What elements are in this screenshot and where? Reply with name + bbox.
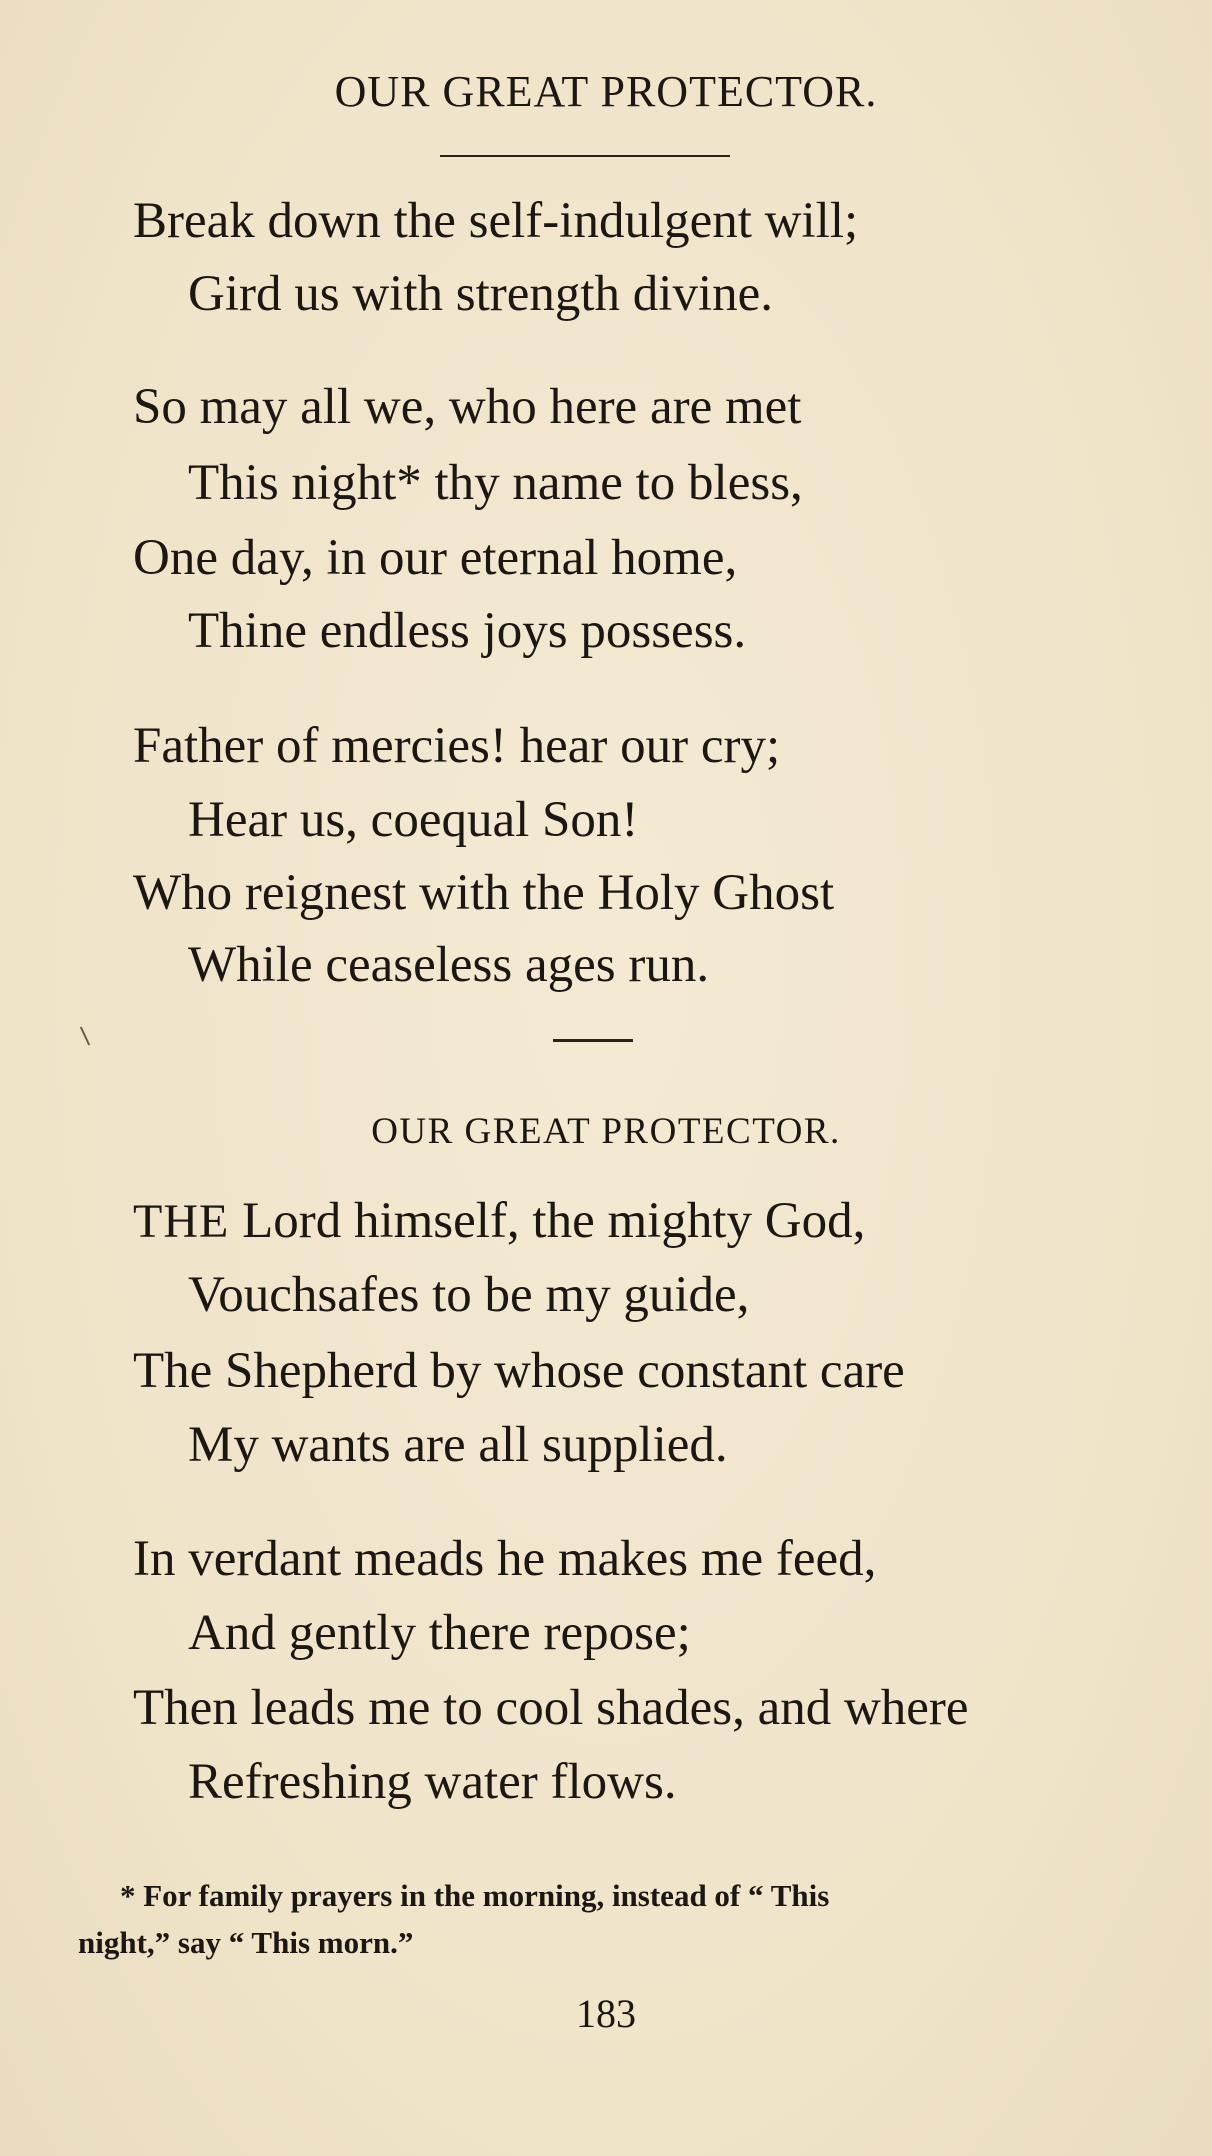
- running-head: OUR GREAT PROTECTOR.: [334, 67, 878, 116]
- verse-line: Gird us with strength divine.: [188, 266, 774, 322]
- verse-line: This night* thy name to bless,: [188, 455, 803, 511]
- verse-line: Vouchsafes to be my guide,: [188, 1267, 750, 1323]
- stray-mark: [80, 1027, 90, 1046]
- page-number: 183: [576, 1991, 636, 2036]
- verse-line: Thine endless joys possess.: [188, 603, 747, 659]
- verse-line: Then leads me to cool shades, and where: [133, 1680, 969, 1736]
- header-rule: [440, 155, 730, 157]
- verse-line: One day, in our eternal home,: [133, 530, 738, 586]
- section-divider: [553, 1039, 633, 1042]
- verse-line: Refreshing water flows.: [188, 1754, 677, 1810]
- first-line-rest: Lord himself, the mighty God,: [229, 1193, 866, 1249]
- verse-line: Father of mercies! hear our cry;: [133, 718, 781, 774]
- verse-line: Hear us, coequal Son!: [188, 792, 639, 848]
- verse-line: And gently there repose;: [188, 1605, 691, 1661]
- verse-line: My wants are all supplied.: [188, 1417, 728, 1473]
- verse-line: Who reignest with the Holy Ghost: [133, 865, 835, 921]
- verse-line: The Shepherd by whose constant care: [133, 1343, 905, 1399]
- section-title: OUR GREAT PROTECTOR.: [371, 1111, 841, 1152]
- verse-line: So may all we, who here are met: [133, 379, 802, 435]
- verse-line: [133, 1193, 866, 1249]
- drop-word: THE: [133, 1195, 230, 1248]
- verse-line: In verdant meads he makes me feed,: [133, 1531, 877, 1587]
- footnote-line: * For family prayers in the morning, instead of “ This: [120, 1878, 830, 1913]
- footnote-line: night,” say “ This morn.”: [78, 1925, 414, 1960]
- verse-line: While ceaseless ages run.: [188, 937, 710, 993]
- verse-line: Break down the self-indulgent will;: [133, 193, 859, 249]
